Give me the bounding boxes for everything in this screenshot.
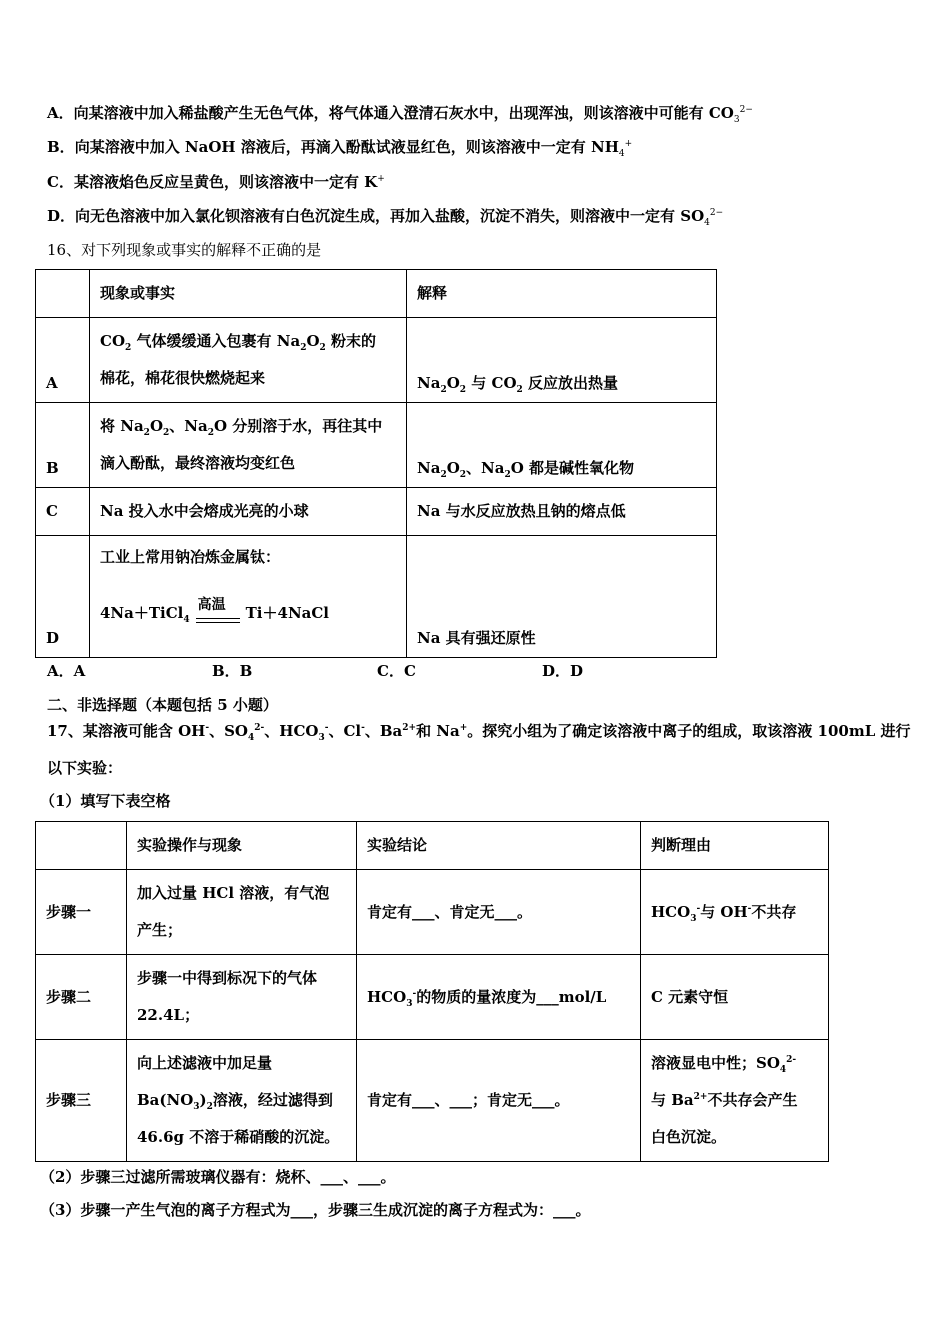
q17-step1-conclusion: 肯定有___、肯定无___。 [357,870,641,955]
q16-row-a: A $CO_2$ 气体缓缓通入包裹有 $Na_2O_2$ 粉末的 棉花，棉花很快燃烧起来 $Na_2O_2$ 与 $CO_2$ 反应放出热量 [36,318,717,403]
q17-step1-reason: $HCO_3^-$与 OH-不共存 [641,870,829,955]
q16-table [35,269,717,658]
option-d: D．向无色溶液中加入氯化钡溶液有白色沉淀生成，再加入盐酸，沉淀不消失，则溶液中一定有 $SO_4^{2-}$ [47,207,724,228]
q16-c-explanation: Na 与水反应放热且钠的熔点低 [407,488,717,536]
q17-stem-line2: 以下实验： [47,759,123,777]
q17-step2-conclusion: $HCO_3^-$的物质的量浓度为___mol/L [357,955,641,1040]
q16-a-fact: $CO_2$ 气体缓缓通入包裹有 $Na_2O_2$ 粉末的 棉花，棉花很快燃烧起来 [90,318,407,403]
q17-step1-row: 步骤一 加入过量 HCl 溶液，有气泡 产生； 肯定有___、肯定无___。 $HCO_3^-$与 OH-不共存 [36,870,829,955]
q17-part1: （1）填写下表空格 [40,792,171,810]
q17-step3-op: 向上述滤液中加足量 $Ba(NO_3)_2$溶液，经过滤得到 46.6g 不溶于稀硝酸的沉淀。 [127,1040,357,1162]
q16-d-explanation: Na 具有强还原性 [407,536,717,658]
q17-step3-conclusion: 肯定有___、___；肯定无___。 [357,1040,641,1162]
q16-row-d: D 工业上常用钠冶炼金属钛： 4Na＋TiCl$_4$ 高温 Ti＋4NaCl Na 具有强还原性 [36,536,717,658]
q16-header-fact: 现象或事实 [90,270,407,318]
q16-a-explanation: $Na_2O_2$ 与 $CO_2$ 反应放出热量 [407,318,717,403]
q17-part3: （3）步骤一产生气泡的离子方程式为___，步骤三生成沉淀的离子方程式为：___。 [40,1201,591,1219]
section-heading: 二、非选择题（本题包括 5 小题） [47,696,278,714]
q17-step2-row: 步骤二 步骤一中得到标况下的气体 22.4L； $HCO_3^-$的物质的量浓度为___mol/L C 元素守恒 [36,955,829,1040]
q16-stem: 16、对下列现象或事实的解释不正确的是 [47,241,322,259]
q17-header-reason: 判断理由 [641,822,829,870]
q17-step2-reason: C 元素守恒 [641,955,829,1040]
q16-header-explanation: 解释 [407,270,717,318]
q17-step2-op: 步骤一中得到标况下的气体 22.4L； [127,955,357,1040]
q17-step1-op: 加入过量 HCl 溶液，有气泡 产生； [127,870,357,955]
q16-d-fact: 工业上常用钠冶炼金属钛： 4Na＋TiCl$_4$ 高温 Ti＋4NaCl [90,536,407,658]
condition-double-line: 高温 [196,601,240,627]
option-a: A．向某溶液中加入稀盐酸产生无色气体，将气体通入澄清石灰水中，出现浑浊，则该溶液中可能有 $CO_3^{2-}$ [47,104,753,125]
option-b: B．向某溶液中加入 NaOH 溶液后，再滴入酚酞试液显红色，则该溶液中一定有 $NH_4^+$ [47,138,633,159]
option-c: C．某溶液焰色反应呈黄色，则该溶液中一定有 K+ [47,173,385,191]
reaction-equation: 4Na＋TiCl$_4$ 高温 Ti＋4NaCl [100,597,330,625]
q16-c-fact: Na 投入水中会熔成光亮的小球 [90,488,407,536]
q17-stem: 17、某溶液可能含 OH-、$SO_4^{2-}$、$HCO_3^-$、Cl-、$Ba^{2+}$和 Na+。探究小组为了确定该溶液中离子的组成，取该溶液 100mL 进行 [47,722,911,743]
q17-header-conclusion: 实验结论 [357,822,641,870]
q16-b-fact: 将 $Na_2O_2$、$Na_2O$ 分别溶于水，再往其中 滴入酚酞，最终溶液均变红色 [90,403,407,488]
q17-step3-reason: 溶液显电中性；$SO_4^{2-}$ 与 $Ba^{2+}$不共存会产生 白色沉淀。 [641,1040,829,1162]
q17-step3-row: 步骤三 向上述滤液中加足量 $Ba(NO_3)_2$溶液，经过滤得到 46.6g 不溶于稀硝酸的沉淀。 肯定有___、___；肯定无___。 溶液显电中性；$SO_4^{2-}$ 与 $Ba^{2+}$不共存会产生 白色沉淀。 [36,1040,829,1162]
q17-header-operation: 实验操作与现象 [127,822,357,870]
q17-table [35,821,829,1162]
q16-b-explanation: $Na_2O_2$、$Na_2O$ 都是碱性氧化物 [407,403,717,488]
q16-row-b: B 将 $Na_2O_2$、$Na_2O$ 分别溶于水，再往其中 滴入酚酞，最终溶液均变红色 $Na_2O_2$、$Na_2O$ 都是碱性氧化物 [36,403,717,488]
q16-row-c: C Na 投入水中会熔成光亮的小球 Na 与水反应放热且钠的熔点低 [36,488,717,536]
q17-part2: （2）步骤三过滤所需玻璃仪器有：烧杯、___、___。 [40,1168,396,1186]
